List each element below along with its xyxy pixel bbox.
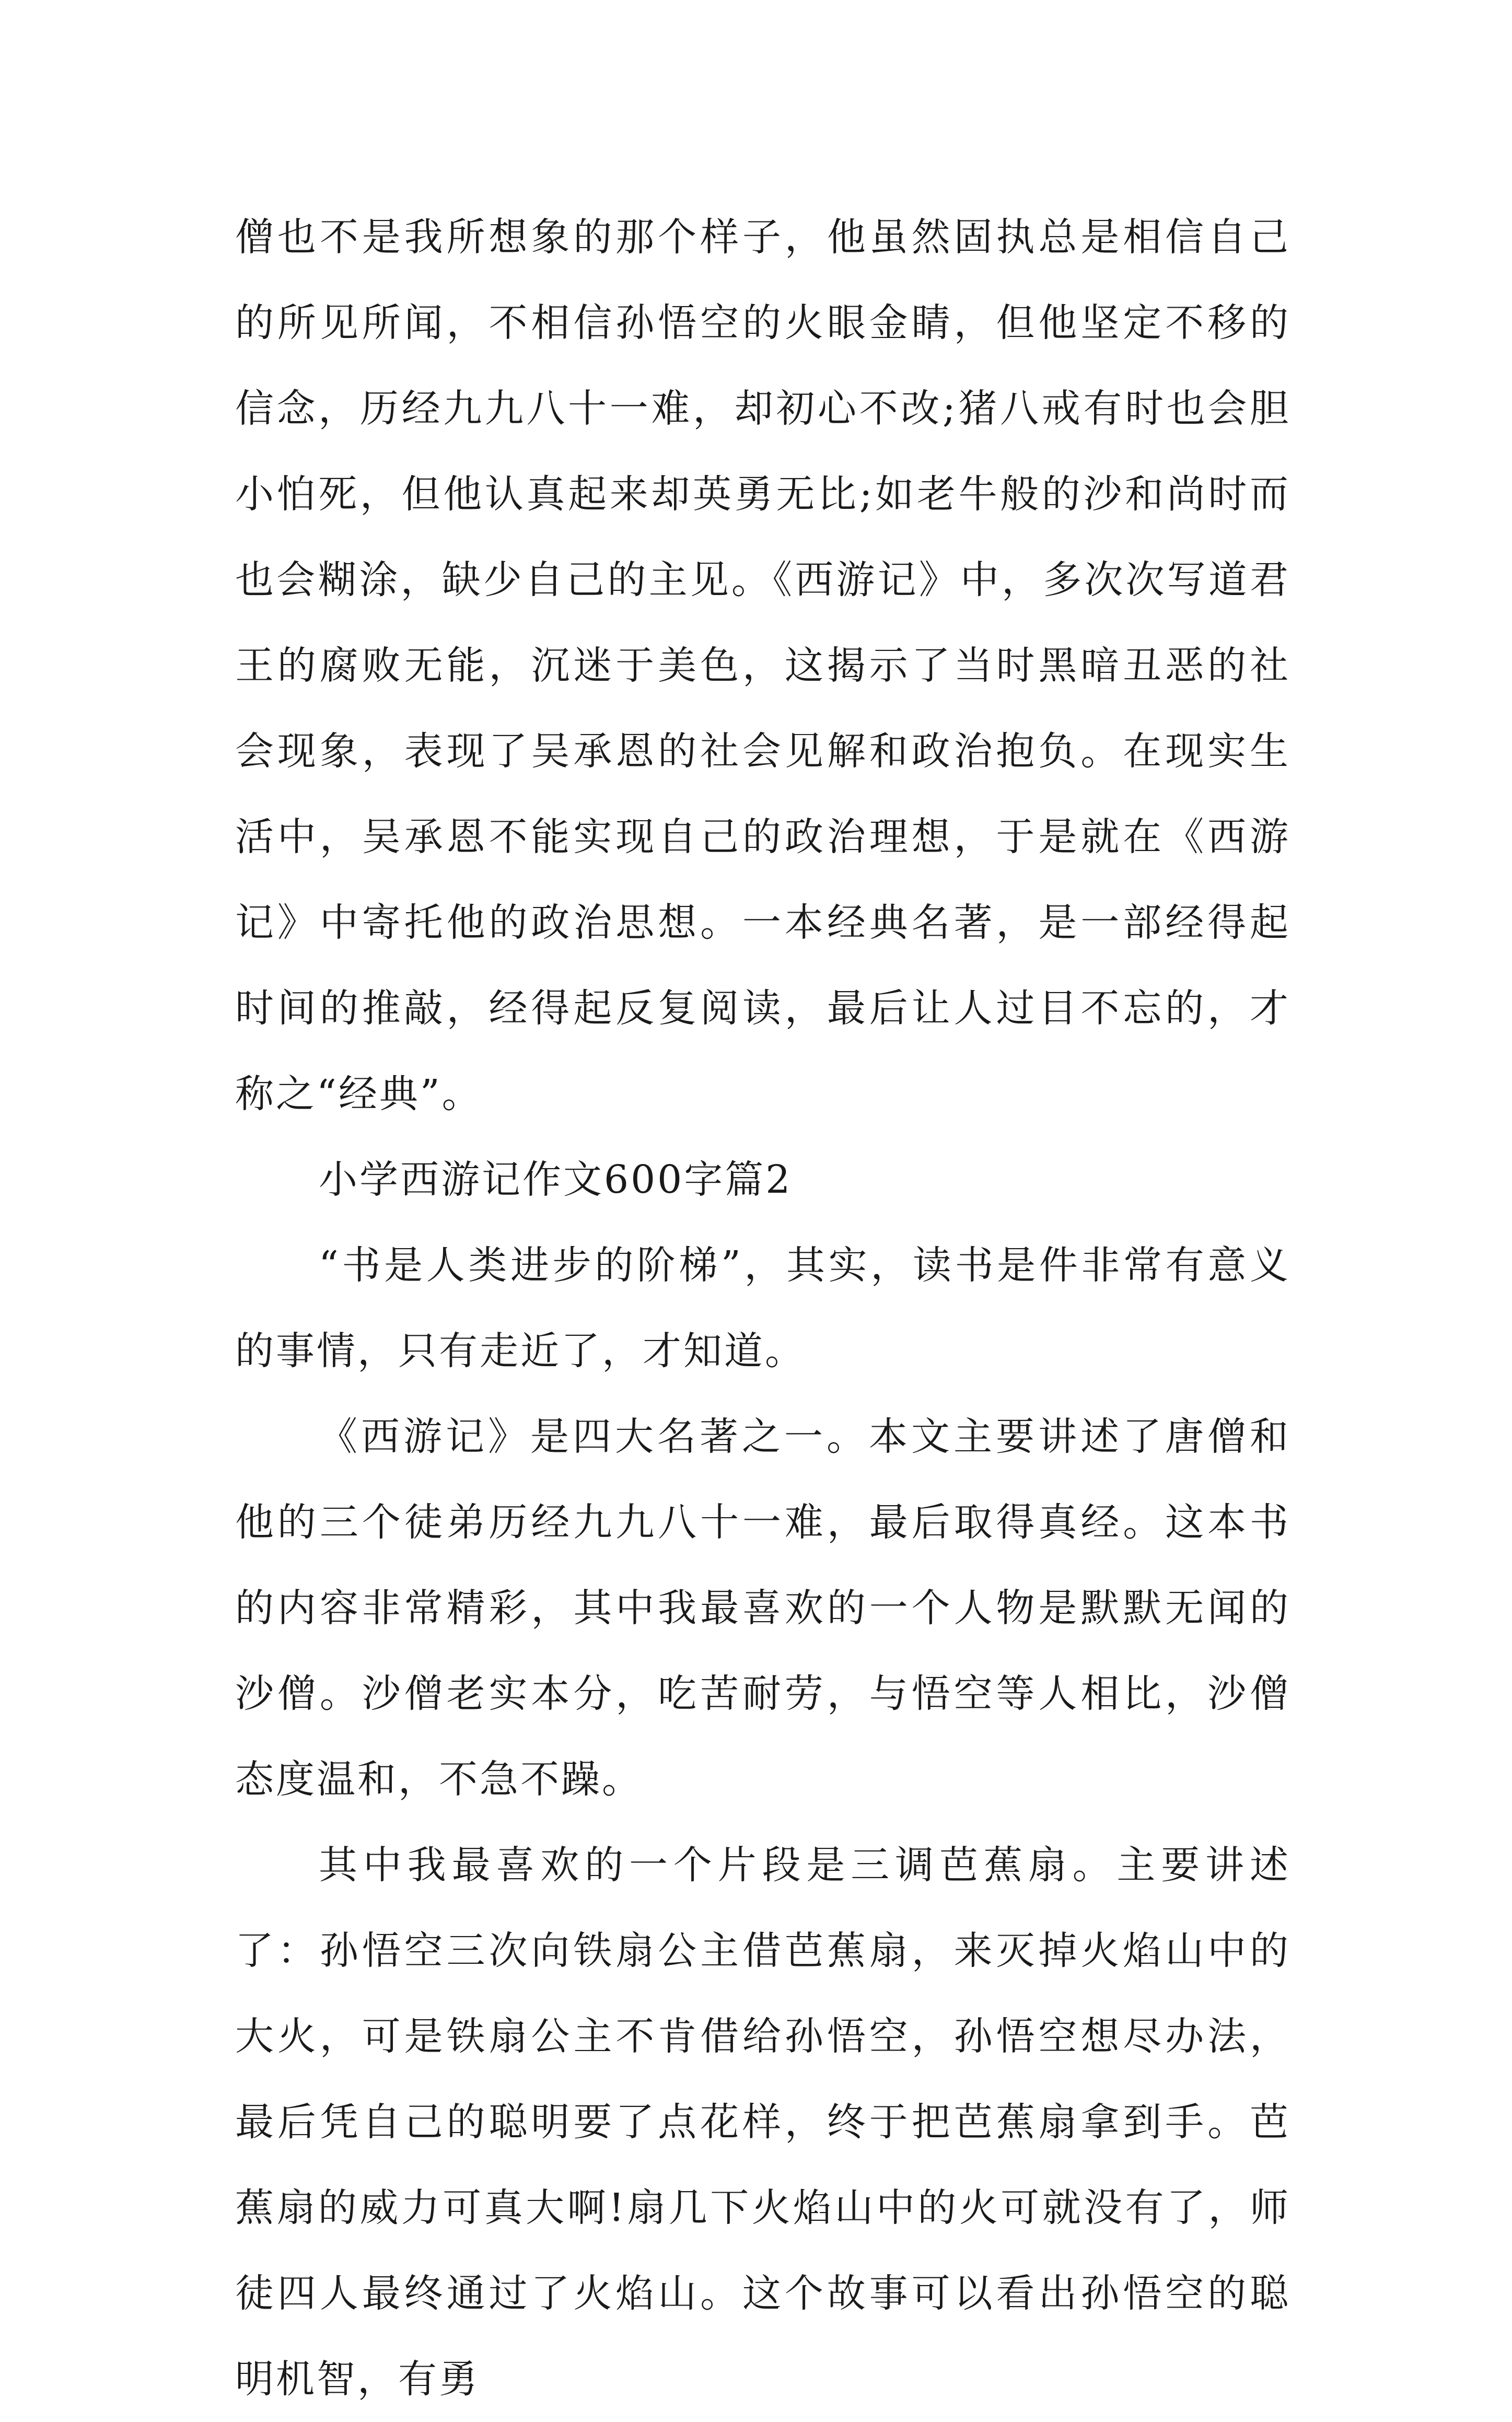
- paragraph-3: 《西游记》是四大名著之一。本文主要讲述了唐僧和他的三个徒弟历经九九八十一难，最后取得真经。这本书的内容非常精彩，其中我最喜欢的一个人物是默默无闻的沙僧。沙僧老实本分，吃苦耐劳，与悟空等人相比，沙僧态度温和，不急不躁。: [235, 1414, 1290, 1802]
- paragraph-4: 其中我最喜欢的一个片段是三调芭蕉扇。主要讲述了：孙悟空三次向铁扇公主借芭蕉扇，来灭掉火焰山中的大火，可是铁扇公主不肯借给孙悟空，孙悟空想尽办法，最后凭自己的聪明要了点花样，终于把芭蕉扇拿到手。芭蕉扇的威力可真大啊!扇几下火焰山中的火可就没有了，师徒四人最终通过了火焰山。这个故事可以看出孙悟空的聪明机智，有勇: [235, 1843, 1290, 2402]
- paragraph-1: 僧也不是我所想象的那个样子，他虽然固执总是相信自己的所见所闻，不相信孙悟空的火眼金睛，但他坚定不移的信念，历经九九八十一难，却初心不改;猪八戒有时也会胆小怕死，但他认真起来却英勇无比;如老牛般的沙和尚时而也会糊涂，缺少自己的主见。《西游记》中，多次次写道君王的腐败无能，沉迷于美色，这揭示了当时黑暗丑恶的社会现象，表现了吴承恩的社会见解和政治抱负。在现实生活中，吴承恩不能实现自己的政治理想，于是就在《西游记》中寄托他的政治思想。一本经典名著，是一部经得起时间的推敲，经得起反复阅读，最后让人过目不忘的，才称之“经典”。: [235, 215, 1290, 1116]
- section-heading: 小学西游记作文600字篇2: [319, 1157, 793, 1202]
- paragraph-2: “书是人类进步的阶梯”，其实，读书是件非常有意义的事情，只有走近了，才知道。: [235, 1243, 1290, 1373]
- document-body: [235, 194, 1290, 2422]
